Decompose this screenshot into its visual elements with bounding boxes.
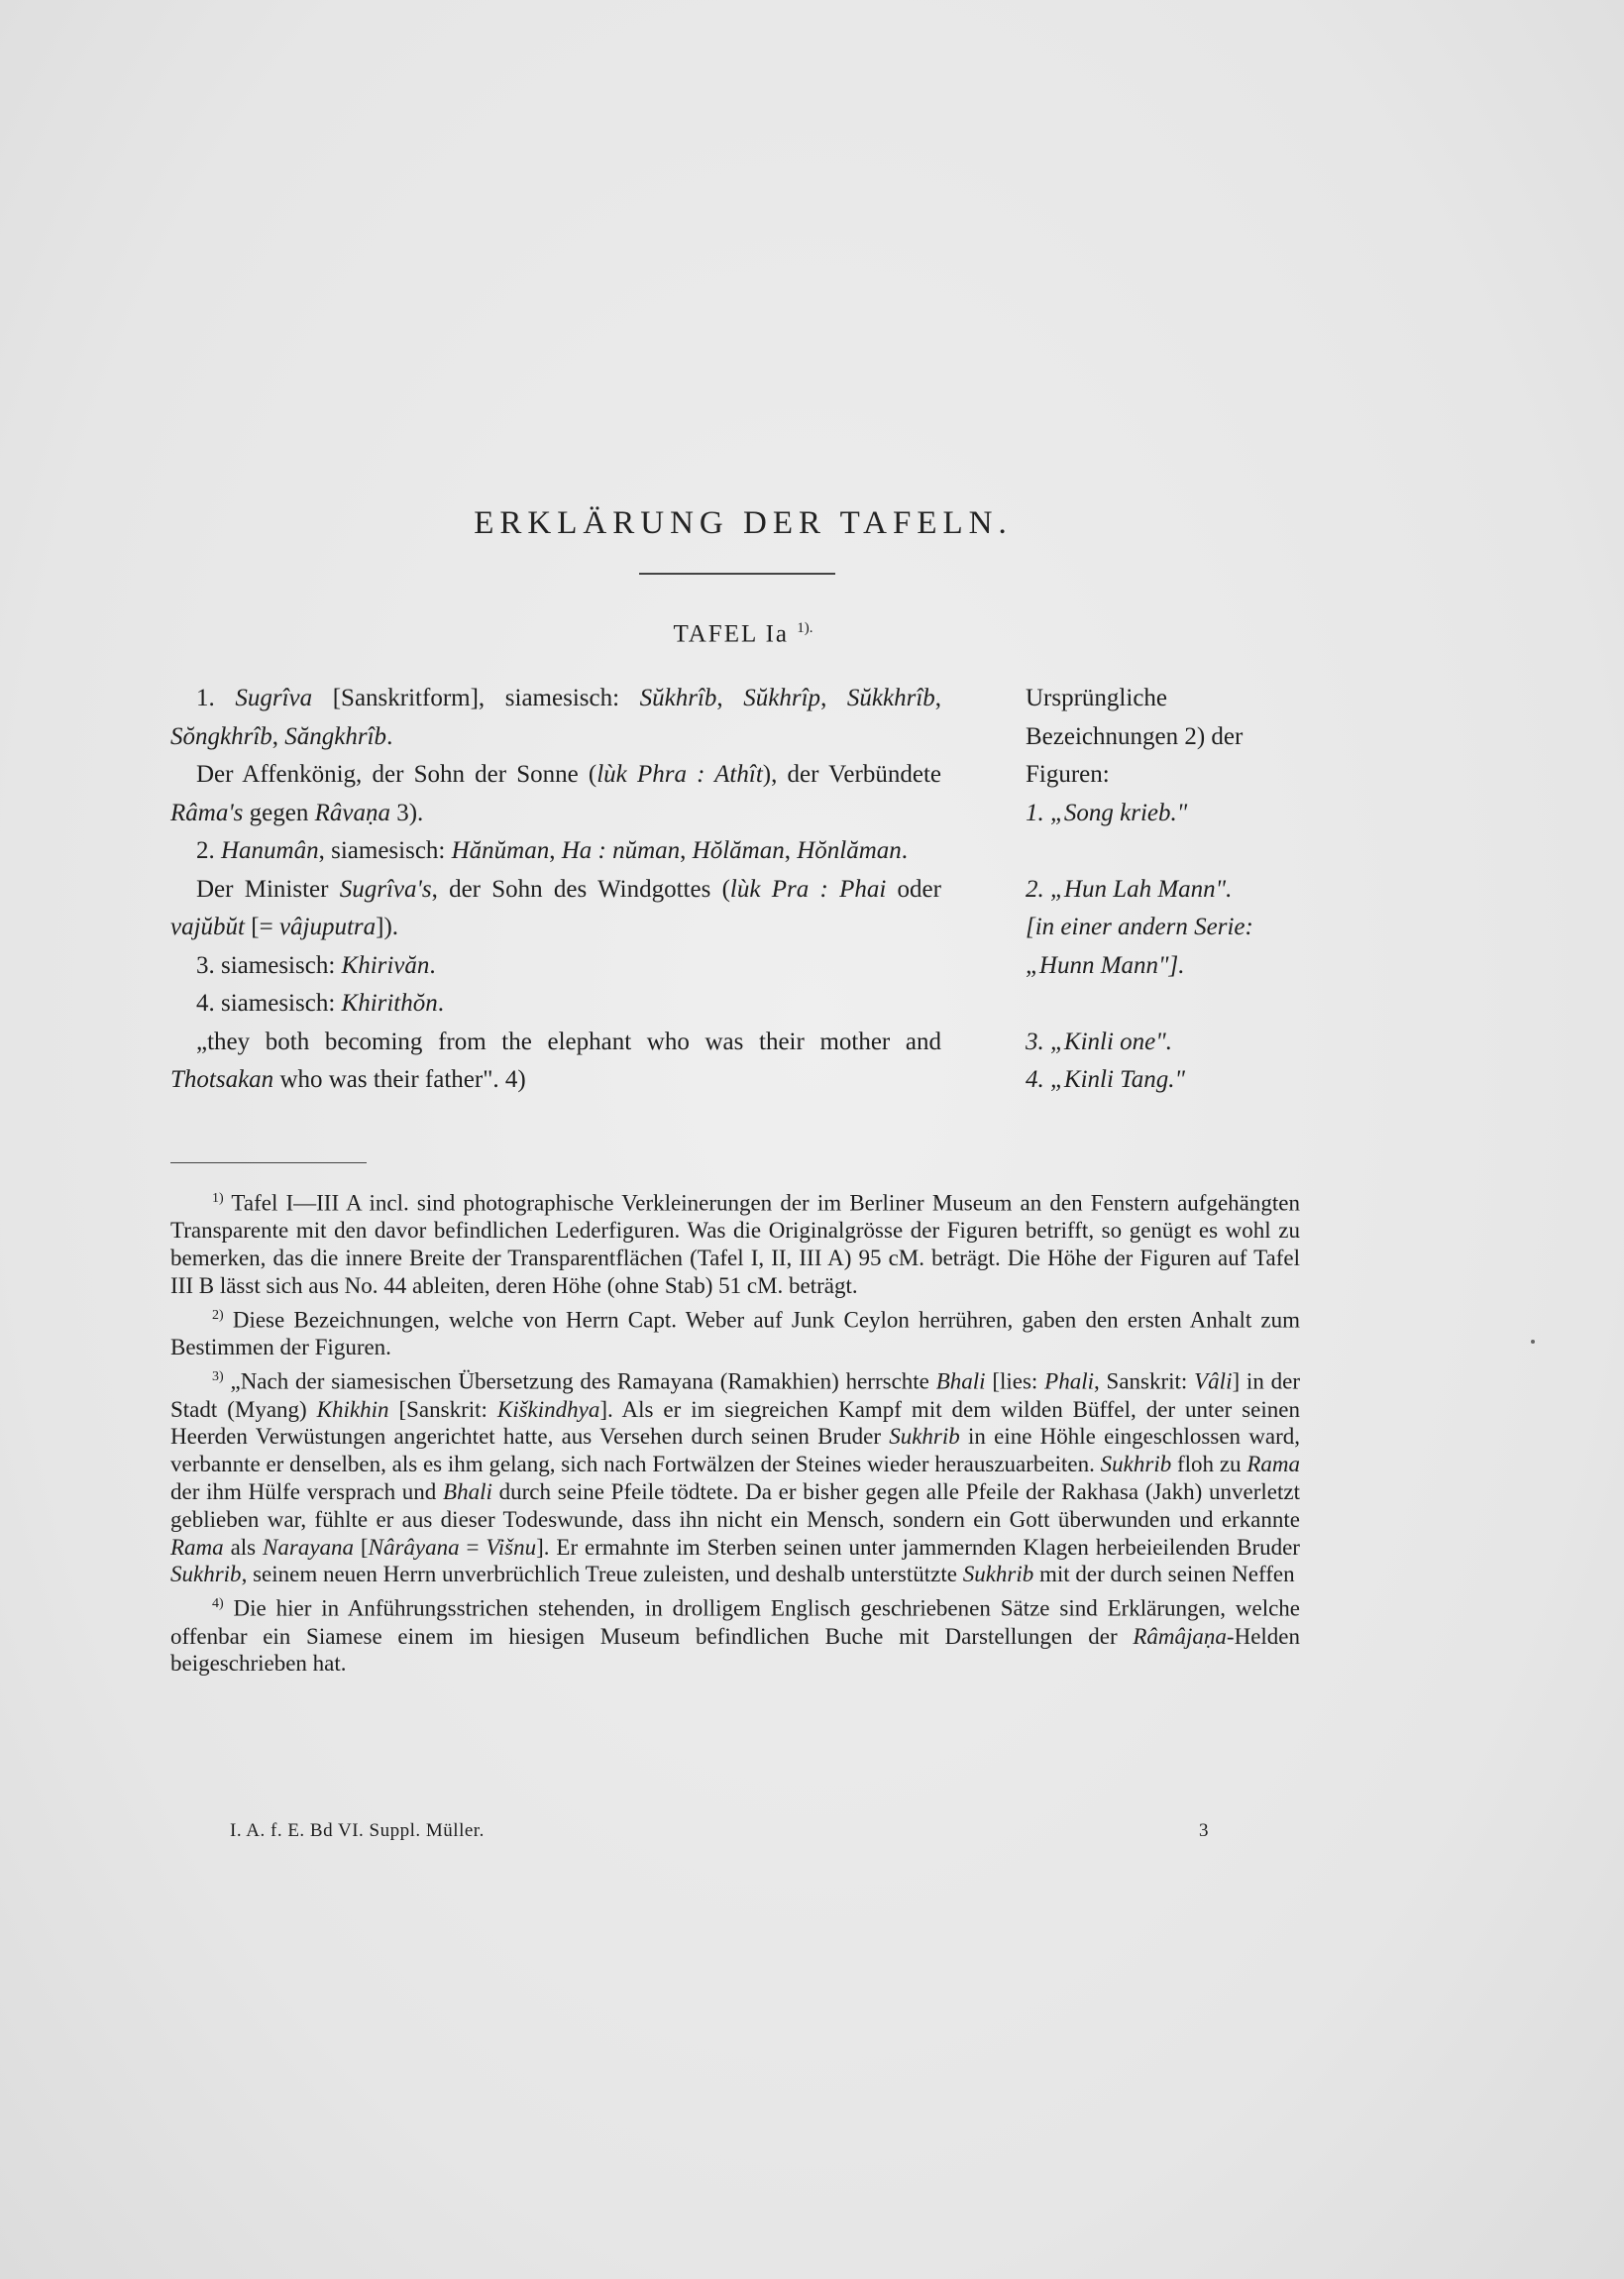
text-run: . <box>429 951 436 979</box>
text-run: oder <box>886 875 941 903</box>
text-run: ]. Als er im siegreichen Kampf mit dem wilden Büffel, der unter seinen Heerden Verwüstungen angerichtet hatte, aus Versehen durch seinen Bruder <box>170 1396 1300 1450</box>
text-run: ]. Er ermahnte im Sterben seinen unter jammernden Klagen herbeieilenden Bruder <box>536 1534 1300 1560</box>
text-run: gegen <box>243 799 315 826</box>
text-run: Der Affenkönig, der Sohn der Sonne ( <box>196 761 597 788</box>
italic-run: Râma's <box>170 799 244 826</box>
italic-run: Nârâyana <box>368 1534 460 1560</box>
page-title: ERKLÄRUNG DER TAFELN. <box>474 505 1013 541</box>
text-run: . <box>386 722 393 750</box>
text-run: [Sanskrit: <box>388 1396 497 1422</box>
paragraph-figure-4 <box>170 985 941 1024</box>
italic-run: Rama <box>170 1534 224 1560</box>
text-run: , <box>716 685 744 711</box>
italic-run: Sŭkhrîb <box>639 685 717 711</box>
italic-run: Khirithŏn <box>341 990 438 1017</box>
italic-run: Sukhrib <box>170 1562 242 1587</box>
italic-run: Bhali <box>443 1478 492 1504</box>
italic-run: Sŭkhrîp <box>743 685 821 711</box>
italic-run: Thotsakan <box>170 1066 274 1093</box>
italic-run: Sŭkkhrîb <box>846 685 935 711</box>
text-run: , <box>820 685 847 711</box>
tafel-heading-ref: 1). <box>797 620 813 636</box>
footnote-2: $^{2)}$ Diese Bezeichnungen, welche von Herrn Capt. Weber auf Junk Ceylon herrühren, gaben den ersten Anhalt zum Bestimmen der Figuren. <box>170 1307 1301 1360</box>
text-run: in eine Höhle eingeschlossen ward, verbannte er denselben, als es ihm gelang, sich nach Fortwälzen der Steines wieder herauszuarbeiten. <box>170 1424 1300 1477</box>
text-run: [lies: <box>985 1368 1045 1394</box>
italic-run: Sukhrib <box>889 1424 960 1450</box>
tafel-heading-text: TAFEL Ia <box>673 620 789 648</box>
italic-run: Hanumân <box>221 837 319 864</box>
text-run: „Nach der siamesischen Übersetzung des Ramayana (Ramakhien) herrschte <box>230 1368 936 1394</box>
page-number: 3 <box>1199 1820 1209 1841</box>
italic-run: lùk Phra : Athît <box>596 761 763 788</box>
paragraph-hanuman-names <box>170 832 941 871</box>
paragraph-quote <box>170 1024 941 1100</box>
designation-3 <box>1026 1024 1303 1062</box>
text-run: Die hier in Anführungsstrichen stehenden, in drolligem Englisch geschriebenen Sätze sind Erklärungen, welche offenbar ein Siamese einem im hiesigen Museum befindlichen Buche mit Darstellungen der <box>170 1595 1300 1649</box>
italic-run: Bhali <box>935 1368 986 1394</box>
designation-2-text: 2. „Hun Lah Mann". <box>1026 875 1233 903</box>
designation-2-alt <box>1026 909 1303 985</box>
designation-3-text: 3. „Kinli one". <box>1026 1028 1173 1055</box>
italic-run: Sugrîva's <box>339 875 432 903</box>
italic-run: Khikhin <box>316 1396 389 1422</box>
italic-run: Khirivăn <box>341 951 430 979</box>
italic-run: Rama <box>1246 1452 1301 1477</box>
paragraph-sugriva-names <box>170 680 941 756</box>
designation-2 <box>1026 871 1303 910</box>
text-run: , Sanskrit: <box>1093 1368 1195 1394</box>
text-run: , <box>271 722 285 750</box>
text-run: , seinem neuen Herrn unverbrüchlich Treue zuleisten, und deshalb unterstützte <box>241 1562 963 1587</box>
footnotes <box>170 1185 1300 1680</box>
italic-run: Višnu <box>486 1534 537 1560</box>
text-run: = <box>459 1534 487 1560</box>
italic-run: Sukhrib <box>962 1562 1034 1587</box>
italic-run: Vâli <box>1194 1368 1233 1394</box>
text-run: ] in der Stadt (Myang) <box>170 1368 1300 1422</box>
italic-run: Kiškindhya <box>496 1396 600 1422</box>
text-run: ), der Verbündete <box>762 761 941 788</box>
text-run: floh zu <box>1171 1452 1247 1477</box>
italic-run: vajŭbŭt <box>170 914 245 940</box>
footer-signature: I. A. f. E. Bd VI. Suppl. Müller. <box>230 1820 485 1841</box>
tafel-heading <box>0 620 1486 648</box>
title-divider <box>639 573 835 575</box>
italic-run: Sukhrib <box>1100 1452 1172 1477</box>
italic-run: Hŏnlăman <box>797 837 902 864</box>
text-run: . <box>437 990 445 1017</box>
text-run: 3). <box>389 799 424 826</box>
text-run: , <box>934 685 942 711</box>
left-column <box>170 680 941 1100</box>
text-run: , <box>680 837 693 864</box>
italic-run: Hŏlăman <box>692 837 785 864</box>
italic-run: Râmâjaṇa <box>1133 1623 1227 1649</box>
margin-speck <box>1531 1340 1535 1344</box>
italic-run: Phali <box>1044 1368 1094 1394</box>
paragraph-hanuman-desc <box>170 871 941 947</box>
footnote-4: $^{4)}$ Die hier in Anführungsstrichen stehenden, in drolligem Englisch geschriebenen Sätze sind Erklärungen, welche offenbar ein Siamese einem im hiesigen Museum befindlichen Buche mit Darstellungen der Râmâjaṇa-Helden beigeschrieben hat. <box>170 1595 1300 1677</box>
footnote-1: $^{1)}$ Tafel I—III A incl. sind photographische Verkleinerungen der im Berliner Museum an den Fenstern aufgehängten Transparente mit den davor befindlichen Lederfiguren. Was die Originalgrösse der Figuren betrifft, so genügt es wohl zu bemerken, das die innere Breite der Transparentflächen (Tafel I, II, III A) 95 cM. beträgt. Die Höhe der Figuren auf Tafel III B lässt sich aus No. 44 ableiten, deren Höhe (ohne Stab) 51 cM. beträgt. <box>170 1190 1300 1299</box>
text-run: 4. siamesisch: <box>196 990 342 1017</box>
text-run: , <box>784 837 798 864</box>
italic-run: lùk Pra : Phai <box>729 875 887 903</box>
text-run: 3. siamesisch: <box>196 951 342 979</box>
footnote-2-text: Diese Bezeichnungen, welche von Herrn Capt. Weber auf Junk Ceylon herrühren, gaben den ersten Anhalt zum Bestimmen der Figuren. <box>170 1307 1301 1360</box>
right-column <box>1026 680 1303 1100</box>
text-run: [ <box>354 1534 369 1560</box>
text-run: ]). <box>376 914 399 940</box>
text-run: der ihm Hülfe versprach und <box>170 1478 444 1504</box>
italic-run: Sugrîva <box>235 685 313 711</box>
text-run: durch seine Pfeile tödtete. Da er bisher gegen alle Pfeile der Rakhasa (Jakh) unverletzt geblieben war, fühlte er aus dieser Todeswunde, dass ihn nicht ein Mensch, sondern ein Gott überwunden und erkannte <box>170 1478 1300 1532</box>
paragraph-sugriva-desc <box>170 756 941 832</box>
italic-run: Sŏngkhrîb <box>170 722 272 750</box>
footnote-1-text: Tafel I—III A incl. sind photographische Verkleinerungen der im Berliner Museum an den Fenstern aufgehängten Transparente mit den davor befindlichen Lederfiguren. Was die Originalgrösse der Figuren betrifft, so genügt es wohl zu bemerken, das die innere Breite der Transparentflächen (Tafel I, II, III A) 95 cM. beträgt. Die Höhe der Figuren auf Tafel III B lässt sich aus No. 44 ableiten, deren Höhe (ohne Stab) 51 cM. beträgt. <box>170 1190 1300 1299</box>
designation-1-text: 1. „Song krieb." <box>1026 799 1188 826</box>
text-run: [= <box>245 914 279 940</box>
text-run: , <box>549 837 562 864</box>
italic-run: Râvaṇa <box>314 799 390 826</box>
right-column-header: Ursprüngliche Bezeichnungen 2) der Figuren: <box>1026 685 1244 788</box>
italic-run: Ha : nŭman <box>561 837 681 864</box>
page-footer <box>230 1820 1211 1842</box>
text-run: 2. <box>196 837 221 864</box>
text-run: -Helden beigeschrieben hat. <box>170 1623 1300 1677</box>
text-run: „they both becoming from the elephant who was their mother and <box>196 1028 941 1055</box>
text-run: , der Sohn des Windgottes ( <box>431 875 730 903</box>
text-run: . <box>901 837 909 864</box>
italic-run: Narayana <box>263 1534 355 1560</box>
footnote-divider <box>170 1162 367 1163</box>
designation-4 <box>1026 1061 1303 1100</box>
designation-2-alt-text: [in einer andern Serie: „Hunn Mann"]. <box>1026 914 1253 979</box>
text-run: als <box>223 1534 264 1560</box>
text-run: who was their father". 4) <box>273 1066 526 1093</box>
text-run: [Sanskritform], siamesisch: <box>312 685 640 711</box>
footnote-3: $^{3)}$ „Nach der siamesischen Übersetzung des Ramayana (Ramakhien) herrschte Bhali [lies: Phali, Sanskrit: Vâli] in der Stadt (Myang) Khikhin [Sanskrit: Kiškindhya]. Als er im siegreichen Kampf mit dem wilden Büffel, der unter seinen Heerden Verwüstungen angerichtet hatte, aus Versehen durch seinen Bruder Sukhrib in eine Höhle eingeschlossen ward, verbannte er denselben, als es ihm gelang, sich nach Fortwälzen der Steines wieder herauszuarbeiten. Sukhrib floh zu Rama der ihm Hülfe versprach und Bhali durch seine Pfeile tödtete. Da er bisher gegen alle Pfeile der Rakhasa (Jakh) unverletzt geblieben war, fühlte er aus dieser Todeswunde, dass ihn nicht ein Mensch, sondern ein Gott überwunden und erkannte Rama als Narayana [Nârâyana = Višnu]. Er ermahnte im Sterben seinen unter jammernden Klagen herbeieilenden Bruder Sukhrib, seinem neuen Herrn unverbrüchlich Treue zuleisten, und deshalb unterstützte Sukhrib mit der durch seinen Neffen <box>170 1368 1301 1587</box>
designation-4-text: 4. „Kinli Tang." <box>1026 1066 1186 1093</box>
italic-run: Săngkhrîb <box>284 722 387 750</box>
paragraph-figure-3 <box>170 947 941 986</box>
text-run: 1. <box>196 685 236 711</box>
italic-run: Hănŭman <box>451 837 550 864</box>
designation-1 <box>1026 795 1303 833</box>
text-run: mit der durch seinen Neffen <box>1033 1562 1295 1587</box>
text-run: Der Minister <box>196 875 340 903</box>
italic-run: vâjuputra <box>278 914 377 940</box>
text-run: , siamesisch: <box>318 837 452 864</box>
